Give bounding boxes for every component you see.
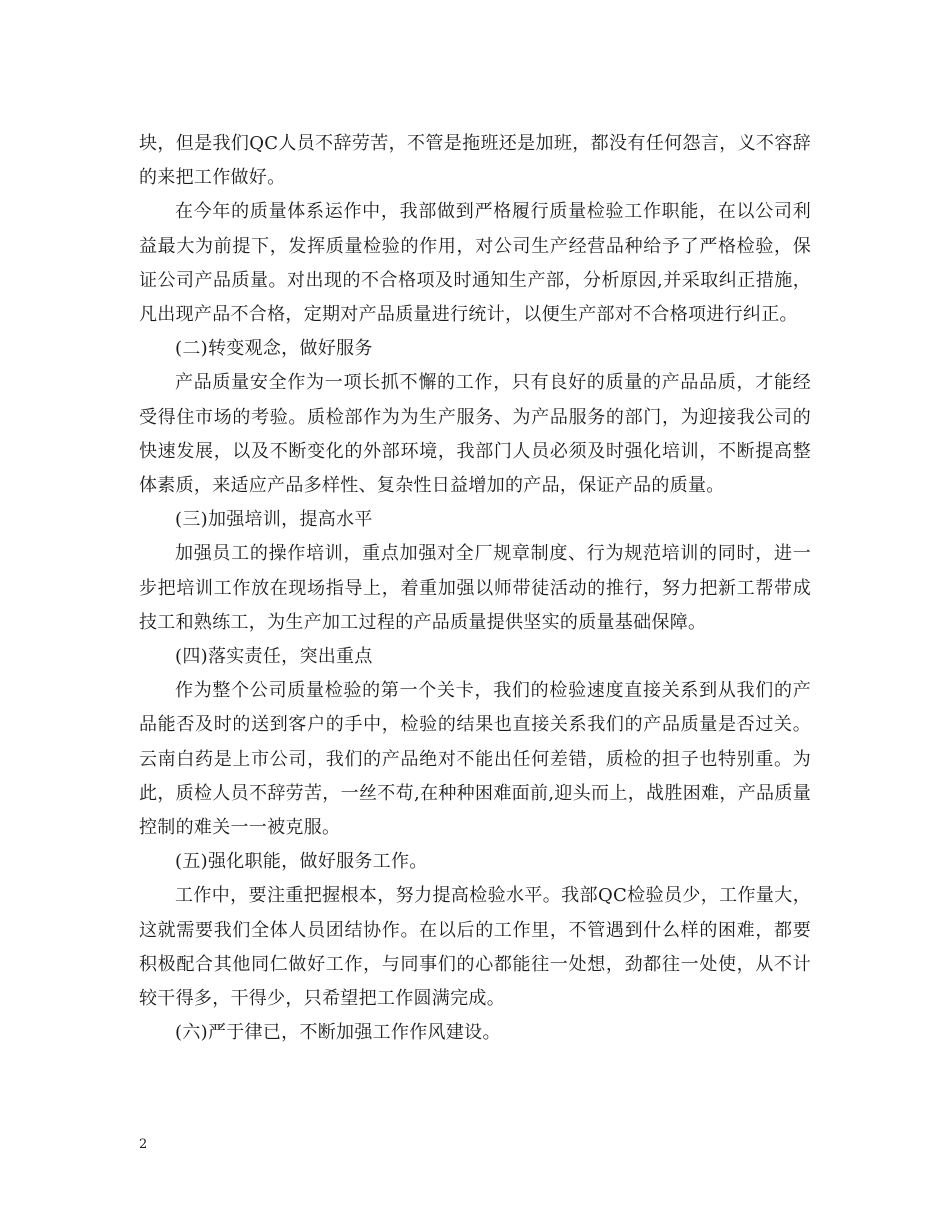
section-heading-3: (三)加强培训，提高水平 bbox=[175, 509, 373, 531]
section-heading-4: (四)落实责任，突出重点 bbox=[175, 646, 373, 668]
section-heading-5: (五)强化职能，做好服务工作。 bbox=[175, 851, 428, 873]
paragraph-training: 加强员工的操作培训，重点加强对全厂规章制度、行为规范培训的同时，进一步把培训工作放在现场指导上，着重加强以师带徒活动的推行，努力把新工帮带成技工和熟练工，为生产加工过程的产品质量提供坚实的质量基础保障。 bbox=[139, 543, 811, 633]
paragraph-service: 产品质量安全作为一项长抓不懈的工作，只有良好的质量的产品品质，才能经受得住市场的考验。质检部作为为生产服务、为产品服务的部门，为迎接我公司的快速发展，以及不断变化的外部环境，我部门人员必须及时强化培训，不断提高整体素质，来适应产品多样性、复杂性日益增加的产品，保证产品的质量。 bbox=[139, 372, 811, 497]
paragraph-functions: 工作中，要注重把握根本，努力提高检验水平。我部QC检验员少，工作量大，这就需要我们全体人员团结协作。在以后的工作里，不管遇到什么样的困难，都要积极配合其他同仁做好工作，与同事们的心都能往一处想，劲都往一处使，从不计较干得多，干得少，只希望把工作圆满完成。 bbox=[139, 885, 811, 1010]
paragraph-continuation: 块，但是我们QC人员不辞劳苦，不管是拖班还是加班，都没有任何怨言，义不容辞的来把工作做好。 bbox=[139, 133, 811, 189]
section-heading-6: (六)严于律已，不断加强工作作风建设。 bbox=[175, 1022, 501, 1044]
page-number: 2 bbox=[139, 1137, 148, 1152]
paragraph-responsibility: 作为整个公司质量检验的第一个关卡，我们的检验速度直接关系到从我们的产品能否及时的送到客户的手中，检验的结果也直接关系我们的产品质量是否过关。云南白药是上市公司，我们的产品绝对不能出任何差错，质检的担子也特别重。为此，质检人员不辞劳苦，一丝不苟,在种种困难面前,迎头而上，战胜困难，产品质量控制的难关一一被克服。 bbox=[139, 680, 811, 839]
document-body bbox=[139, 127, 811, 1050]
section-heading-2: (二)转变观念，做好服务 bbox=[175, 338, 373, 360]
paragraph-quality-system: 在今年的质量体系运作中，我部做到严格履行质量检验工作职能，在以公司利益最大为前提下，发挥质量检验的作用，对公司生产经营品种给予了严格检验，保证公司产品质量。对出现的不合格项及时通知生产部，分析原因,并采取纠正措施，凡出现产品不合格，定期对产品质量进行统计，以便生产部对不合格项进行纠正。 bbox=[139, 201, 811, 326]
